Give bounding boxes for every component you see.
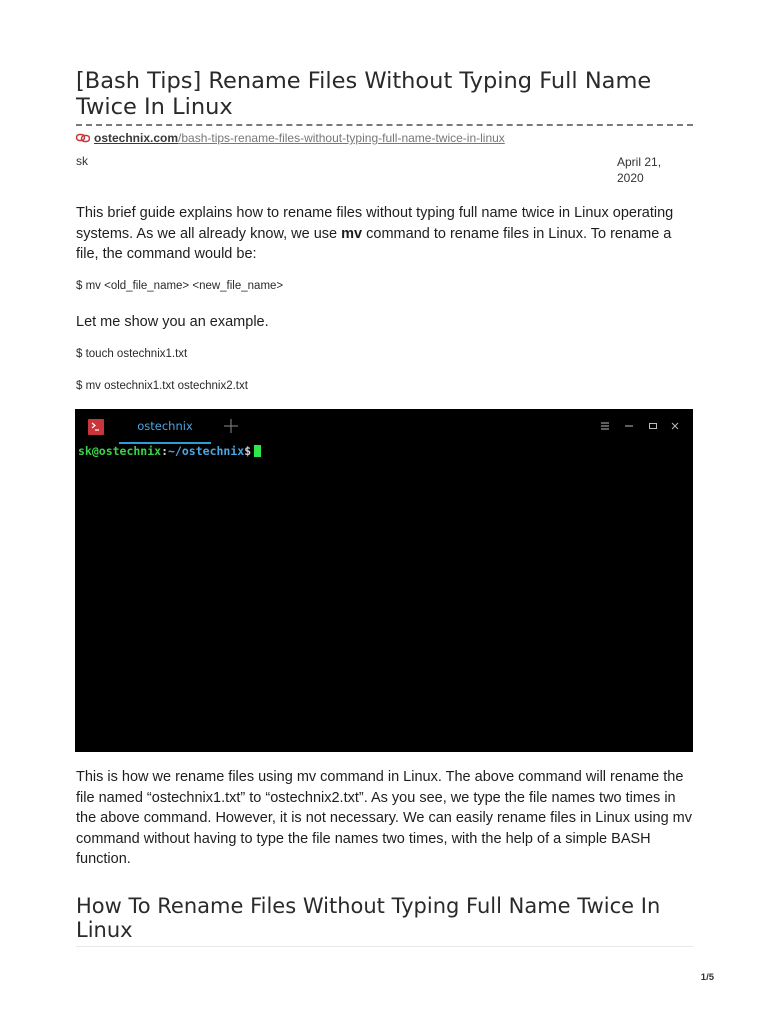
section-heading: How To Rename Files Without Typing Full Name Twice In Linux [76,894,661,942]
terminal-logo-icon [88,419,104,435]
plus-icon[interactable] [223,418,239,434]
example-intro: Let me show you an example. [76,314,269,330]
intro-text-end: command to rename files in Linux. To rename a file, the command would be: [76,225,672,262]
article-title: [Bash Tips] Rename Files Without Typing Full Name Twice In Linux [76,68,652,120]
prompt-sign: $ [244,444,252,458]
title-divider [76,124,693,126]
maximize-icon[interactable] [647,420,659,432]
publish-date: April 21, 2020 [617,155,662,185]
terminal-prompt[interactable] [78,444,261,458]
source-link[interactable] [76,130,505,146]
cursor-block [254,445,261,457]
intro-text-start: This brief guide explains how to rename files without typing full name twice in Linux operating systems. As we all already know, we use [76,205,674,242]
intro-paragraph [76,203,696,265]
prompt-path: ~/ostechnix [168,444,245,458]
prompt-user: sk@ostechnix [78,444,162,458]
source-path[interactable]: /bash-tips-rename-files-without-typing-full-name-twice-in-linux [178,131,505,145]
page-number: 1/5 [700,972,714,983]
explanation-paragraph: This is how we rename files using mv command in Linux. The above command will rename the file named “ostechnix1.txt” to “ostechnix2.txt”. As you see, we type the file names two times in the above command. However, it is not necessary. We can easily rename files in Linux using mv command without having to type the file names two times, with the help of a simple BASH function. [76,769,693,867]
terminal-screenshot [75,409,693,752]
intro-bold-command: mv [341,225,363,242]
terminal-tab[interactable] [119,417,211,444]
source-domain[interactable]: ostechnix.com [94,131,179,145]
hamburger-menu-icon[interactable] [599,420,611,432]
prompt-separator: : [161,444,169,458]
syntax-command: $ mv <old_file_name> <new_file_name> [76,280,284,292]
touch-command: $ touch ostechnix1.txt [76,348,188,360]
section-divider [76,946,693,947]
close-icon[interactable] [669,420,681,432]
rename-command: $ mv ostechnix1.txt ostechnix2.txt [76,380,248,392]
terminal-tab-label: ostechnix [137,419,193,433]
author-name: sk [76,154,88,168]
link-icon [76,133,90,143]
minimize-icon[interactable] [623,420,635,432]
